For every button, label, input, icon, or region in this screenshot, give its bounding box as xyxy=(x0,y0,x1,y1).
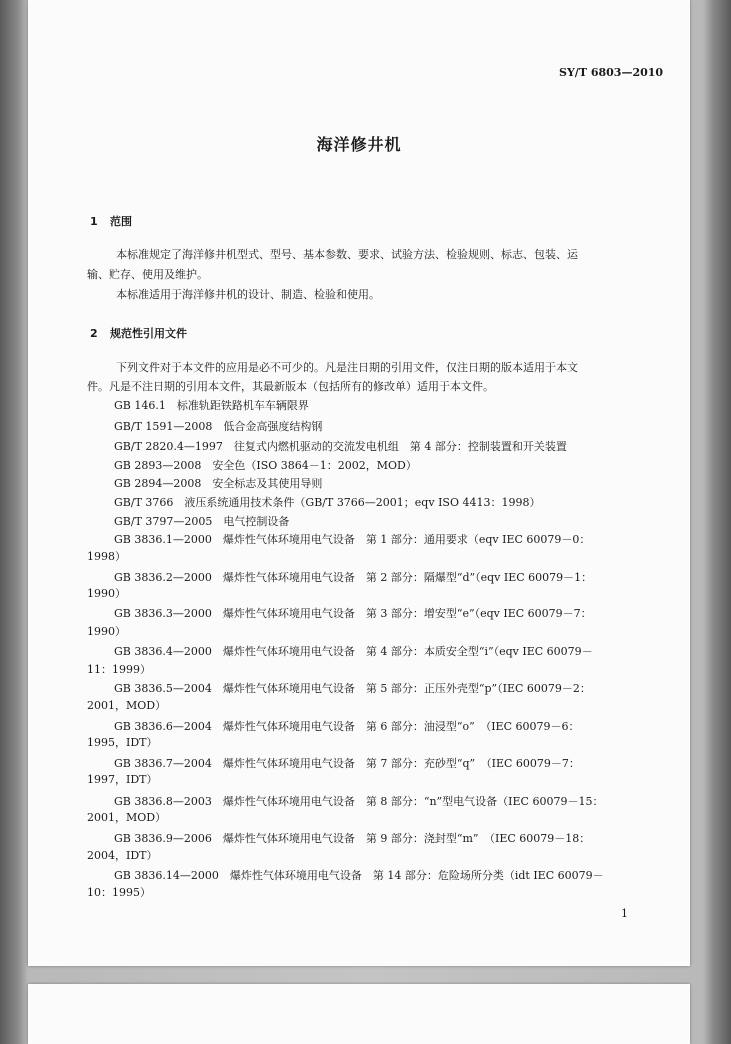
reference-continuation: 1995，IDT） xyxy=(87,736,158,749)
reference-item: GB 146.1 标准轨距铁路机车车辆限界 xyxy=(114,399,309,412)
section-2-number: 2 xyxy=(90,327,98,340)
reference-item: GB 3836.14—2000 爆炸性气体环境用电气设备 第 14 部分：危险场所分类（idt IEC 60079－ xyxy=(114,869,604,882)
section-2-title: 规范性引用文件 xyxy=(110,327,187,340)
reference-continuation: 1990） xyxy=(87,587,126,600)
reference-item: GB 3836.5—2004 爆炸性气体环境用电气设备 第 5 部分：正压外壳型“p”（IEC 60079－2： xyxy=(114,682,591,695)
reference-continuation: 1998） xyxy=(87,550,126,563)
reference-item: GB 3836.9—2006 爆炸性气体环境用电气设备 第 9 部分：浇封型“m” （IEC 60079－18： xyxy=(114,832,591,845)
section-1-line-1: 本标准规定了海洋修井机型式、型号、基本参数、要求、试验方法、检验规则、标志、包装、运 xyxy=(116,248,578,261)
reference-item: GB 3836.6—2004 爆炸性气体环境用电气设备 第 6 部分：油浸型“o” （IEC 60079－6： xyxy=(114,720,580,733)
reference-item: GB 3836.4—2000 爆炸性气体环境用电气设备 第 4 部分：本质安全型“i”（eqv IEC 60079－ xyxy=(114,645,593,658)
reference-item: GB 3836.8—2003 爆炸性气体环境用电气设备 第 8 部分：“n”型电气设备（IEC 60079－15： xyxy=(114,795,604,808)
reference-item: GB/T 3766 液压系统通用技术条件（GB/T 3766—2001；eqv ISO 4413：1998） xyxy=(114,496,541,509)
reference-continuation: 11：1999） xyxy=(87,663,151,676)
section-2-intro-1: 下列文件对于本文件的应用是必不可少的。凡是注日期的引用文件，仅注日期的版本适用于本文 xyxy=(116,361,578,374)
reference-continuation: 10：1995） xyxy=(87,886,151,899)
reference-item: GB 3836.1—2000 爆炸性气体环境用电气设备 第 1 部分：通用要求（eqv IEC 60079－0： xyxy=(114,533,591,546)
reference-continuation: 2001，MOD） xyxy=(87,811,167,824)
section-1-title: 范围 xyxy=(110,215,132,228)
reference-continuation: 1990） xyxy=(87,625,126,638)
section-1-heading xyxy=(90,213,132,229)
reference-continuation: 2004，IDT） xyxy=(87,849,158,862)
section-1-number: 1 xyxy=(90,215,98,228)
page-title: 海洋修井机 xyxy=(316,135,402,154)
section-2-heading xyxy=(90,325,187,341)
reference-item: GB/T 1591—2008 低合金高强度结构钢 xyxy=(114,420,323,433)
section-2-intro-2: 件。凡是不注日期的引用本文件，其最新版本（包括所有的修改单）适用于本文件。 xyxy=(87,380,494,393)
section-1-line-3: 本标准适用于海洋修井机的设计、制造、检验和使用。 xyxy=(116,288,380,301)
reference-item: GB 2894—2008 安全标志及其使用导则 xyxy=(114,477,323,490)
reference-item: GB 3836.3—2000 爆炸性气体环境用电气设备 第 3 部分：增安型“e”（eqv IEC 60079－7： xyxy=(114,607,592,620)
standard-number: SY/T 6803—2010 xyxy=(559,66,664,79)
document-page xyxy=(28,0,690,966)
reference-item: GB 3836.2—2000 爆炸性气体环境用电气设备 第 2 部分：隔爆型“d”（eqv IEC 60079－1： xyxy=(114,571,593,584)
reference-continuation: 2001，MOD） xyxy=(87,699,167,712)
reference-item: GB/T 2820.4—1997 往复式内燃机驱动的交流发电机组 第 4 部分：控制装置和开关装置 xyxy=(114,440,567,453)
reference-continuation: 1997，IDT） xyxy=(87,773,158,786)
next-page xyxy=(28,984,690,1044)
reference-item: GB 2893—2008 安全色（ISO 3864－1：2002，MOD） xyxy=(114,459,417,472)
section-1-line-2: 输、贮存、使用及维护。 xyxy=(87,268,208,281)
page-number: 1 xyxy=(621,907,628,920)
reference-item: GB 3836.7—2004 爆炸性气体环境用电气设备 第 7 部分：充砂型“q” （IEC 60079－7： xyxy=(114,757,580,770)
reference-item: GB/T 3797—2005 电气控制设备 xyxy=(114,515,290,528)
